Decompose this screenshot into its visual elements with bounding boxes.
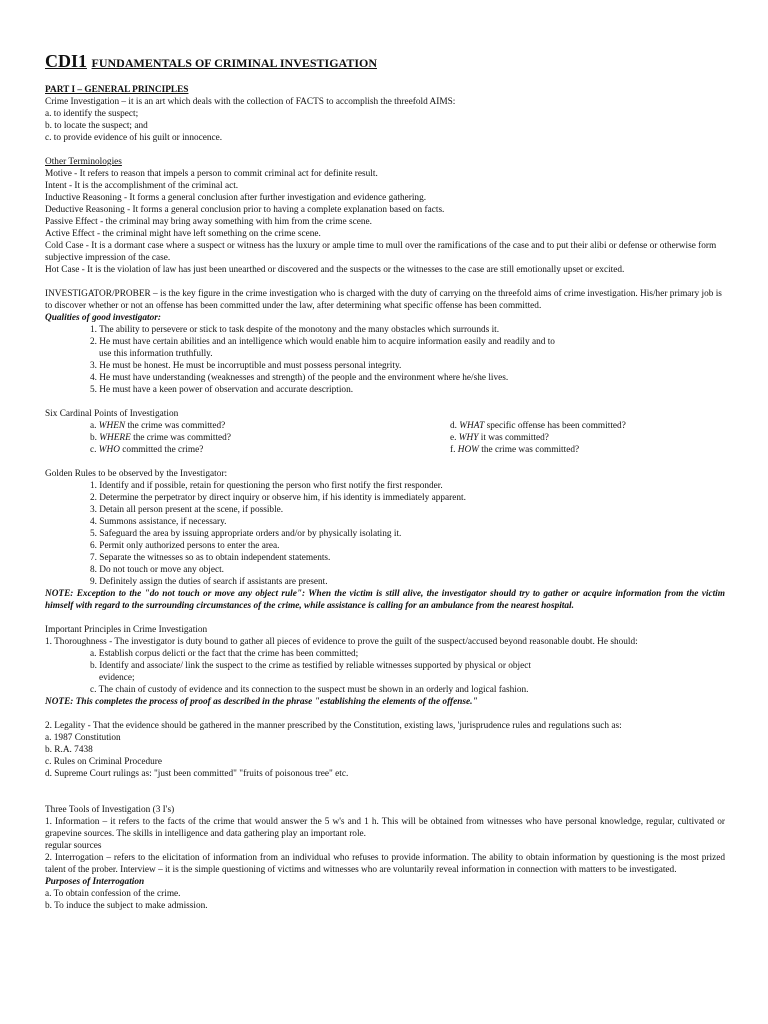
thoroughness-item-continued: evidence; <box>99 673 135 683</box>
qualities-heading: Qualities of good investigator: <box>45 313 161 323</box>
legality-item: a. 1987 Constitution <box>45 733 121 743</box>
quality-item: 1. The ability to persevere or stick to task despite of the monotony and the many obstacles which surrounds it. <box>90 325 500 335</box>
golden-rule: 7. Separate the witnesses so as to obtain independent statements. <box>90 553 331 563</box>
cardinal-column-left <box>45 420 450 456</box>
cardinal-heading: Six Cardinal Points of Investigation <box>45 409 179 419</box>
golden-rule: 5. Safeguard the area by issuing appropriate orders and/or by physically isolating it. <box>90 529 402 539</box>
tool-interrogation: 2. Interrogation – refers to the elicitation of information from an individual who refuses to provide information. The ability to obtain information by questioning is the most prized talent of the prober. Interview – it is the simple questioning of victims and witnesses who are voluntarily reveal information in connection with matters to be investigated. <box>45 853 725 875</box>
cardinal-column-right <box>450 420 725 456</box>
tool-information: 1. Information – it refers to the facts of the crime that would answer the 5 w's and 1 h. This will be obtained from witnesses who have personal knowledge, regular, cultivated or grapevine sources. The skills in intelligence and data gathering play an important role. <box>45 817 725 839</box>
course-title: FUNDAMENTALS OF CRIMINAL INVESTIGATION <box>91 56 377 70</box>
legality-item: c. Rules on Criminal Procedure <box>45 757 162 767</box>
golden-rule: 9. Definitely assign the duties of search if assistants are present. <box>90 577 328 587</box>
document-page <box>45 50 725 912</box>
thoroughness-item: a. Establish corpus delicti or the fact that the crime has been committed; <box>90 649 359 659</box>
golden-rules-note: NOTE: Exception to the "do not touch or move any object rule": When the victim is still alive, the investigator should try to gather or acquire information from the victim himself with regard to the surrounding circumstances of the crime, while assistance is calling for an ambulance from the nearest hospital. <box>45 589 725 611</box>
golden-rule: 8. Do not touch or move any object. <box>90 565 225 575</box>
golden-rule: 6. Permit only authorized persons to enter the area. <box>90 541 280 551</box>
tools-heading: Three Tools of Investigation (3 I's) <box>45 805 175 815</box>
course-code: CDI1 <box>45 51 88 71</box>
terminologies-heading: Other Terminologies <box>45 157 122 167</box>
term-item: Hot Case - It is the violation of law has just been unearthed or discovered and the suspects or the witnesses to the case are still emotionally upset or excited. <box>45 265 625 275</box>
part1-heading: PART I – GENERAL PRINCIPLES <box>45 85 189 95</box>
legality-principle: 2. Legality - That the evidence should be gathered in the manner prescribed by the Constitution, existing laws, 'jurisprudence rules and regulations such as: <box>45 721 622 731</box>
term-item: Deductive Reasoning - It forms a general conclusion prior to having a complete explanation based on facts. <box>45 205 445 215</box>
quality-item: 4. He must have understanding (weaknesses and strength) of the people and the environment where he/she lives. <box>90 373 509 383</box>
regular-sources: regular sources <box>45 841 102 851</box>
aim-item: c. to provide evidence of his guilt or innocence. <box>45 133 223 143</box>
golden-rules-heading: Golden Rules to be observed by the Investigator: <box>45 469 228 479</box>
crime-investigation-definition: Crime Investigation – it is an art which deals with the collection of FACTS to accomplish the threefold AIMS: <box>45 97 456 107</box>
principles-heading: Important Principles in Crime Investigation <box>45 625 208 635</box>
quality-item: 3. He must be honest. He must be incorruptible and must possess personal integrity. <box>90 361 402 371</box>
quality-item: 2. He must have certain abilities and an intelligence which would enable him to acquire information easily and readily and to <box>90 337 555 347</box>
thoroughness-item: b. Identify and associate/ link the suspect to the crime as testified by reliable witnesses supported by physical or object <box>90 661 531 671</box>
cardinal-points <box>45 420 725 456</box>
aim-item: a. to identify the suspect; <box>45 109 139 119</box>
investigator-definition: INVESTIGATOR/PROBER – is the key figure in the crime investigation who is charged with the duty of carrying on the threefold aims of crime investigation. His/her primary job is to discover whether or not an offense has been committed under the law, after determining what specific offense has been committed. <box>45 289 722 311</box>
term-item: Inductive Reasoning - It forms a general conclusion after further investigation and evidence gathering. <box>45 193 427 203</box>
purpose-item: a. To obtain confession of the crime. <box>45 889 181 899</box>
golden-rule: 3. Detain all person present at the scene, if possible. <box>90 505 284 515</box>
purpose-item: b. To induce the subject to make admission. <box>45 901 208 911</box>
cardinal-point: e. WHY it was committed? <box>450 433 549 443</box>
term-item: Cold Case - It is a dormant case where a suspect or witness has the luxury or ample time to mull over the ramifications of the case and to put their alibi or defense or otherwise form subjective impression of the case. <box>45 241 717 263</box>
purposes-heading: Purposes of Interrogation <box>45 877 145 887</box>
quality-item-continued: use this information truthfully. <box>99 349 213 359</box>
cardinal-point: c. WHO committed the crime? <box>90 445 204 455</box>
cardinal-point: f. HOW the crime was committed? <box>450 445 580 455</box>
legality-item: d. Supreme Court rulings as: "just been committed" "fruits of poisonous tree" etc. <box>45 769 349 779</box>
term-item: Motive - It refers to reason that impels a person to commit criminal act for definite result. <box>45 169 378 179</box>
golden-rule: 2. Determine the perpetrator by direct inquiry or observe him, if his identity is immediately apparent. <box>90 493 466 503</box>
thoroughness-principle: 1. Thoroughness - The investigator is duty bound to gather all pieces of evidence to prove the guilt of the suspect/accused beyond reasonable doubt. He should: <box>45 637 638 647</box>
term-item: Intent - It is the accomplishment of the criminal act. <box>45 181 239 191</box>
legality-item: b. R.A. 7438 <box>45 745 93 755</box>
document-title <box>45 50 725 74</box>
cardinal-point: d. WHAT specific offense has been committed? <box>450 421 626 431</box>
term-item: Active Effect - the criminal might have left something on the crime scene. <box>45 229 321 239</box>
cardinal-point: b. WHERE the crime was committed? <box>90 433 231 443</box>
thoroughness-item: c. The chain of custody of evidence and its connection to the suspect must be shown in an orderly and logical fashion. <box>90 685 529 695</box>
principles-note: NOTE: This completes the process of proof as described in the phrase "establishing the elements of the offense." <box>45 697 478 707</box>
cardinal-point: a. WHEN the crime was committed? <box>90 421 226 431</box>
quality-item: 5. He must have a keen power of observation and accurate description. <box>90 385 354 395</box>
aim-item: b. to locate the suspect; and <box>45 121 148 131</box>
golden-rule: 1. Identify and if possible, retain for questioning the person who first notify the first responder. <box>90 481 443 491</box>
term-item: Passive Effect - the criminal may bring away something with him from the crime scene. <box>45 217 372 227</box>
golden-rule: 4. Summons assistance, if necessary. <box>90 517 227 527</box>
